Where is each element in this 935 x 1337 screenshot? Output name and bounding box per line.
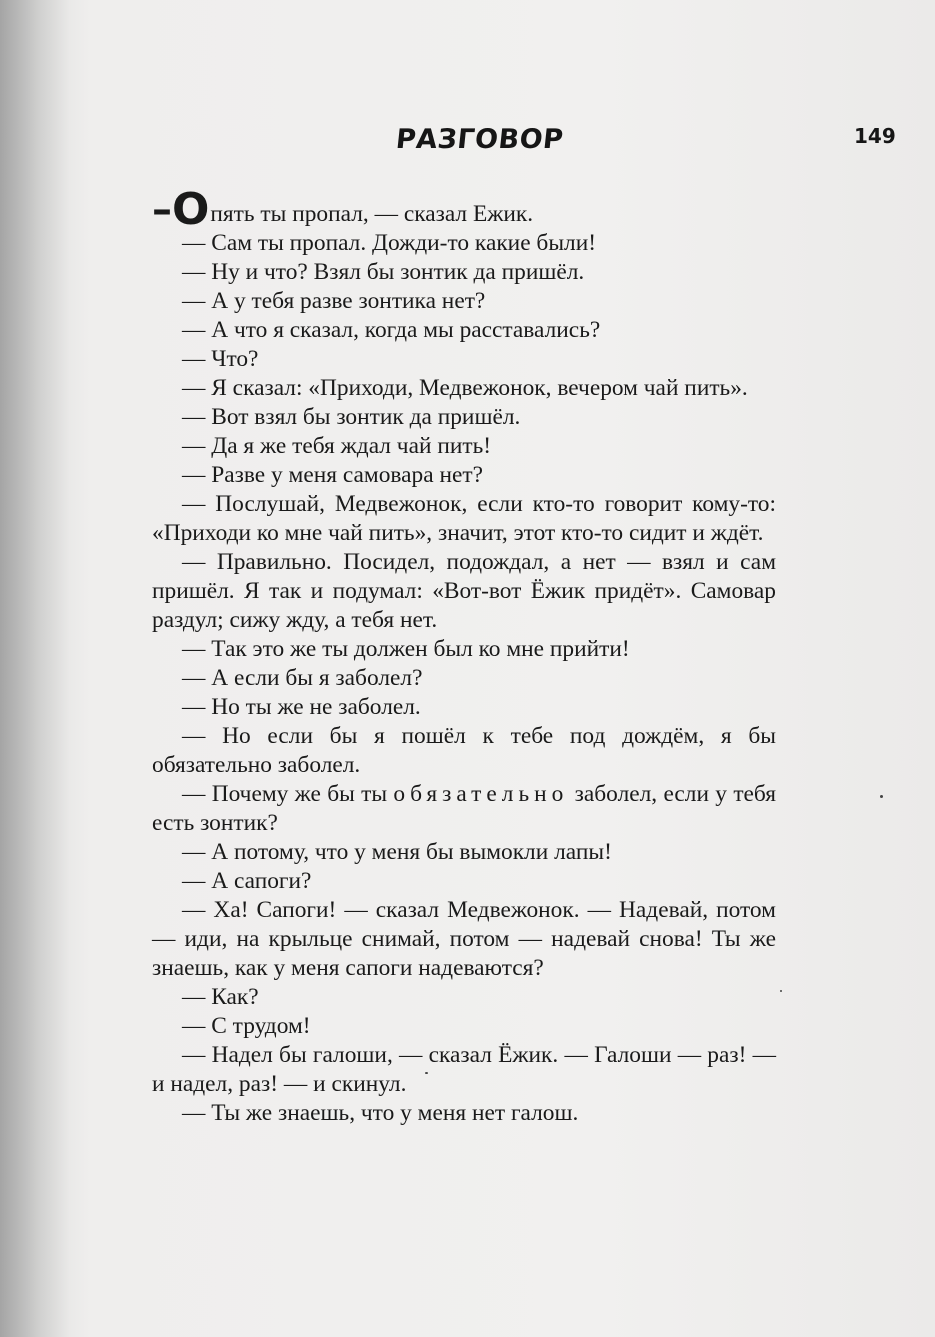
dropcap-letter: О [172, 184, 210, 235]
paragraph-2: — Сам ты пропал. Дожди-то какие были! [182, 230, 597, 256]
spaced-emphasis: обязательно [393, 781, 569, 807]
paragraph-8: — Вот взял бы зонтик да пришёл. [182, 404, 521, 430]
speck-mark [425, 1072, 428, 1074]
paragraph-16: — Но если бы я пошёл к тебе под дождём, я бы обязательно заболел. [152, 723, 776, 778]
paragraph-17-start: — Почему же бы ты [182, 781, 394, 807]
paragraph-6: — Что? [182, 346, 259, 372]
paragraph-10: — Разве у меня самовара нет? [182, 462, 483, 488]
paragraph-18: — А потому, что у меня бы вымокли лапы! [182, 839, 612, 865]
paragraph-3: — Ну и что? Взял бы зонтик да пришёл. [182, 259, 585, 285]
paragraph-15: — Но ты же не заболел. [182, 694, 421, 720]
paragraph-4: — А у тебя разве зонтика нет? [182, 288, 486, 314]
paragraph-1 [152, 184, 776, 235]
paragraph-19: — А сапоги? [182, 868, 312, 894]
paragraph-1-text: пять ты пропал, — сказал Ежик. [210, 201, 534, 227]
running-head-title: РАЗГОВОР [394, 124, 565, 155]
speck-mark [880, 795, 883, 798]
speck-mark [780, 990, 782, 992]
dropcap-dash: – [152, 187, 172, 233]
spine-shadow [0, 0, 70, 1337]
paragraph-11: — Послушай, Медвежонок, если кто-то говорит кому-то: «Приходи ко мне чай пить», значит, этот кто-то сидит и ждёт. [152, 491, 776, 546]
paragraph-14: — А если бы я заболел? [182, 665, 423, 691]
paragraph-17-end: заболел, если у тебя есть зонтик? [152, 781, 776, 836]
paragraph-23: — Надел бы галоши, — сказал Ёжик. — Галоши — раз! — и надел, раз! — и скинул. [152, 1042, 776, 1097]
paragraph-22: — С трудом! [182, 1013, 311, 1039]
paragraph-21: — Как? [182, 984, 259, 1010]
paragraph-17 [152, 780, 776, 838]
paragraph-5: — А что я сказал, когда мы расставались? [182, 317, 601, 343]
paragraph-24: — Ты же знаешь, что у меня нет галош. [182, 1100, 579, 1126]
story-text [152, 184, 776, 1128]
page-number: 149 [854, 124, 896, 148]
paragraph-20: — Ха! Сапоги! — сказал Медвежонок. — Надевай, потом — иди, на крыльце снимай, потом — надевай снова! Ты же знаешь, как у меня сапоги надеваются? [152, 897, 776, 981]
paragraph-13: — Так это же ты должен был ко мне прийти! [182, 636, 630, 662]
paragraph-9: — Да я же тебя ждал чай пить! [182, 433, 492, 459]
paragraph-12: — Правильно. Посидел, подождал, а нет — взял и сам пришёл. Я так и подумал: «Вот-вот Ёжик придёт». Самовар раздул; сижу жду, а тебя нет. [152, 549, 776, 633]
paragraph-7: — Я сказал: «Приходи, Медвежонок, вечером чай пить». [182, 375, 748, 401]
